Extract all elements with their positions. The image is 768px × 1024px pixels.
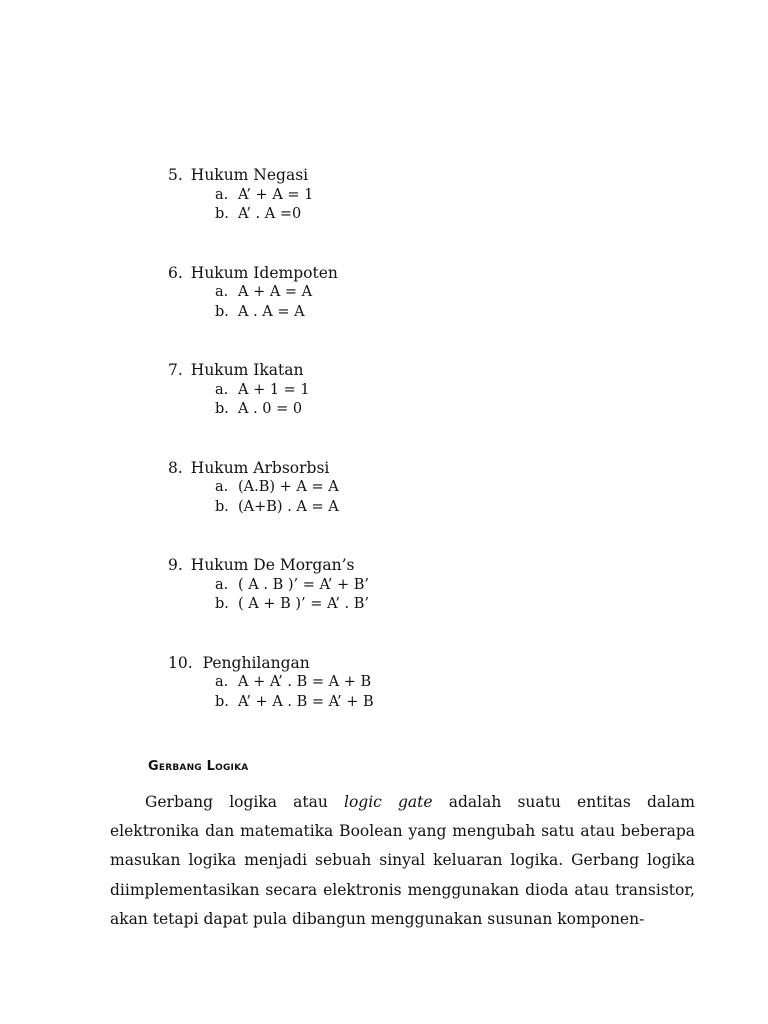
paragraph-rest: adalah suatu entitas dalam elektronika dan matematika Boolean yang mengubah satu atau beberapa masukan logika menjadi sebuah sinyal keluaran logika. Gerbang logika diimplementasikan secara elektronis menggunakan dioda atau transistor, akan tetapi dapat pula dibangun menggunakan susunan komponen- (110, 793, 695, 928)
law-number: 6. (168, 263, 183, 282)
law-title: Hukum Negasi (190, 166, 309, 184)
expression-letter: a. (215, 674, 229, 690)
law-expression (215, 381, 588, 401)
expression-text: A’ + A . B = A’ + B (238, 693, 374, 710)
law-expressions (215, 478, 588, 517)
law-number: 10. (168, 653, 193, 672)
law-item (168, 361, 588, 420)
law-item (168, 654, 588, 713)
law-heading (168, 459, 588, 479)
expression-text: (A.B) + A = A (238, 479, 339, 495)
paragraph-lead: Gerbang logika atau (145, 793, 344, 811)
expression-text: (A+B) . A = A (238, 498, 339, 515)
expression-letter: a. (215, 479, 229, 495)
law-heading (168, 166, 588, 186)
expression-text: A + A’ . B = A + B (238, 674, 372, 690)
law-expression (215, 303, 588, 323)
paragraph-term: logic gate (344, 793, 433, 811)
law-expressions (215, 283, 588, 322)
law-item (168, 264, 588, 323)
law-expression (215, 186, 588, 206)
law-expression (215, 693, 588, 713)
expression-text: A . 0 = 0 (238, 401, 303, 417)
law-expression (215, 400, 588, 420)
expression-letter: a. (215, 186, 229, 203)
law-title: Hukum Ikatan (190, 361, 304, 379)
expression-text: ( A + B )’ = A’ . B’ (238, 596, 370, 612)
law-title: Hukum Arbsorbsi (190, 458, 330, 477)
expression-letter: a. (215, 284, 229, 300)
law-expression (215, 205, 588, 225)
expression-text: A . A = A (238, 303, 305, 320)
law-expression (215, 673, 588, 693)
expression-letter: a. (215, 576, 229, 593)
expression-text: A’ + A = 1 (238, 186, 314, 203)
expression-letter: b. (215, 693, 229, 710)
expression-letter: b. (215, 206, 229, 222)
law-heading (168, 264, 588, 284)
law-expressions (215, 576, 588, 615)
expression-text: ( A . B )’ = A’ + B’ (238, 576, 370, 593)
law-expression (215, 498, 588, 518)
expression-letter: b. (215, 303, 229, 320)
expression-letter: b. (215, 596, 229, 612)
law-item (168, 459, 588, 518)
body-paragraph (110, 788, 695, 934)
law-expressions (215, 381, 588, 420)
law-title: Hukum De Morgan’s (190, 556, 355, 574)
expression-text: A + A = A (238, 284, 313, 300)
expression-text: A’ . A =0 (238, 206, 302, 222)
law-expression (215, 595, 588, 615)
law-heading (168, 361, 588, 381)
expression-letter: a. (215, 381, 229, 398)
expression-letter: b. (215, 498, 229, 515)
expression-text: A + 1 = 1 (238, 381, 310, 398)
boolean-laws-list (168, 166, 588, 751)
law-number: 7. (168, 361, 183, 379)
law-number: 8. (168, 458, 183, 477)
law-title: Hukum Idempoten (190, 263, 338, 282)
expression-letter: b. (215, 401, 229, 417)
law-heading (168, 556, 588, 576)
law-number: 5. (168, 166, 183, 184)
law-item (168, 166, 588, 225)
law-heading (168, 654, 588, 674)
law-expressions (215, 673, 588, 712)
law-title: Penghilangan (202, 653, 310, 672)
section-heading: Gerbang Logika (148, 759, 249, 774)
law-expressions (215, 186, 588, 225)
law-expression (215, 576, 588, 596)
law-number: 9. (168, 556, 183, 574)
law-item (168, 556, 588, 615)
law-expression (215, 478, 588, 498)
law-expression (215, 283, 588, 303)
